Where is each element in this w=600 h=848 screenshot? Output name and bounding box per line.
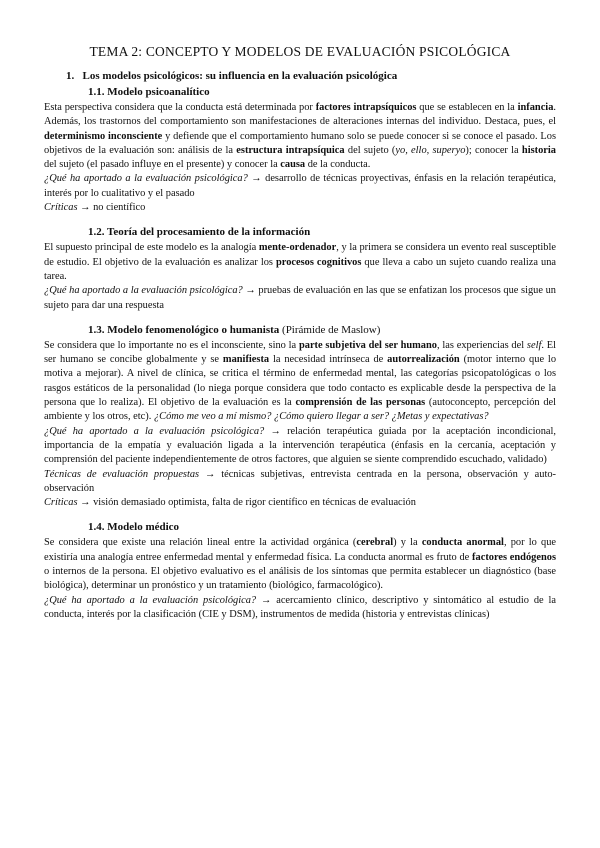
contribution-question: ¿Qué ha aportado a la evaluación psicológica? — [44, 285, 243, 297]
text-run: la necesidad intrínseca de — [269, 354, 388, 366]
bold-term: factores intrapsíquicos — [315, 102, 417, 113]
italic-term: yo, ello, superyo — [395, 144, 466, 156]
bold-term: historia — [521, 144, 556, 156]
criticism-label: Críticas — [44, 497, 78, 509]
text-run: del sujeto ( — [344, 144, 396, 156]
text-run: ); conocer la — [465, 144, 522, 156]
text-run: . El ser humano se concibe globalmente y se — [44, 339, 556, 366]
subsection-1-3-heading — [88, 324, 556, 336]
bold-term: procesos cognitivos — [276, 256, 362, 268]
text-run: El supuesto principal de este modelo es la analogía — [44, 242, 259, 254]
contribution-answer: → acercamiento clínico, descriptivo y sintomático al estudio de la conducta, interés por la clasificación (CIE y DSM), instrumentos de medida (historia y entrevistas clínicas) — [44, 594, 556, 620]
bold-term: determinismo inconsciente — [44, 130, 163, 142]
bold-term: causa — [280, 159, 306, 171]
subsection-1-4-heading: 1.4. Modelo médico — [88, 521, 180, 534]
subsection-1-4-contribution — [44, 594, 556, 623]
bold-term: conducta anormal — [421, 537, 504, 549]
contribution-question: ¿Qué ha aportado a la evaluación psicológica? — [44, 594, 257, 606]
section-1-title: Los modelos psicológicos: su influencia en la evaluación psicológica — [82, 70, 398, 82]
section-1-number: 1. — [66, 70, 75, 82]
subsection-1-1-paragraph — [44, 101, 556, 172]
techniques-label: Técnicas de evaluación propuestas — [44, 468, 200, 480]
text-run: de la conducta. — [305, 159, 371, 171]
subsection-1-4-paragraph — [44, 536, 556, 593]
bold-term: estructura intrapsíquica — [236, 144, 345, 156]
text-run: (autoconcepto, percepción del ambiente y los otros, etc). — [44, 397, 557, 423]
text-run: y defiende que el comportamiento humano solo se puede conocer si se conoce el pasado. Los objetivos de la evaluación son: análisis de la — [44, 130, 557, 156]
contribution-answer: → relación terapéutica guiada por la aceptación incondicional, importancia de la empatía y evaluación ligada a la intervención terapéutica (énfasis en la cercanía, aceptación y comprensión del paciente independientemente de otros factores, que alguien se siente comprendido escuchado, validado) — [44, 425, 556, 466]
subsection-1-2-contribution — [44, 284, 556, 313]
text-run: . Además, los trastornos del comportamiento son manifestaciones de alteraciones internas del individuo. Destaca, pues, el — [44, 102, 556, 128]
text-run: (motor interno que lo motiva a mejorar). A nivel de clínica, se critica el término de enfermedad mental, las categorías psicopatológicas o los rasgos estáticos de la personalidad (lo niega porque considera que todo contacto es explicable desde la perspectiva de la persona que lo realiza). El objetivo de la evaluación es la — [44, 354, 557, 409]
text-run: Esta perspectiva considera que la conducta está determinada por — [44, 102, 316, 113]
subsection-1-3-note: (Pirámide de Maslow) — [279, 323, 381, 336]
text-run: , las experiencias del — [436, 339, 527, 351]
subsection-1-3-techniques — [44, 468, 556, 497]
subsection-1-3-criticism — [44, 496, 556, 510]
bold-term: parte subjetiva del ser humano — [298, 339, 437, 351]
section-1-heading — [66, 70, 556, 82]
criticism-label: Críticas — [44, 202, 78, 214]
italic-term: self — [526, 339, 542, 351]
text-run: que se establecen en la — [416, 102, 518, 113]
text-run: ) y la — [393, 537, 422, 549]
bold-term: mente-ordenador — [258, 242, 337, 254]
techniques-text: → técnicas subjetivas, entrevista centrada en la persona, observación y auto-observación — [44, 468, 557, 494]
bold-term: cerebral — [356, 537, 394, 549]
subsection-1-3-paragraph — [44, 339, 556, 425]
text-run: o internos de la persona. El objetivo evaluativo es el análisis de los síntomas que permita establecer un diagnóstico (base biológica), determinar un pronóstico y un tratamiento (biológico, farmacológico). — [44, 566, 556, 592]
subsection-1-2-paragraph — [44, 241, 556, 284]
bold-term: autorrealización — [387, 354, 460, 366]
bold-term: infancia — [517, 102, 554, 113]
contribution-answer: → pruebas de evaluación en las que se enfatizan los procesos que sigue un sujeto para dar una respuesta — [44, 285, 556, 311]
text-run: Se considera que lo importante no es el inconsciente, sino la — [44, 339, 299, 351]
subsection-1-1-heading: 1.1. Modelo psicoanalítico — [88, 86, 210, 98]
text-run: del sujeto (el pasado influye en el presente) y conocer la — [44, 159, 281, 171]
subsection-1-2-heading: 1.2. Teoría del procesamiento de la información — [88, 226, 311, 239]
criticism-text: → no científico — [77, 202, 146, 214]
subsection-1-3-title: 1.3. Modelo fenomenológico o humanista — [88, 323, 280, 336]
subsection-1-1-contribution — [44, 172, 556, 201]
bold-term: manifiesta — [222, 354, 270, 366]
italic-questions: ¿Cómo me veo a mí mismo? ¿Cómo quiero llegar a ser? ¿Metas y expectativas? — [153, 411, 489, 423]
subsection-1-1-criticism — [44, 201, 556, 215]
bold-term: comprensión de las personas — [295, 397, 426, 409]
criticism-text: → visión demasiado optimista, falta de rigor científico en técnicas de evaluación — [77, 497, 416, 509]
bold-term: factores endógenos — [472, 551, 556, 563]
contribution-question: ¿Qué ha aportado a la evaluación psicológica? — [44, 425, 265, 437]
text-run: , y la primera se considera un evento real susceptible de estudio. El objetivo de la evaluación es analizar los — [44, 242, 557, 268]
text-run: que lleva a cabo un sujeto cuando realiza una tarea. — [44, 256, 556, 282]
text-run: , por lo que existiría una analogía entree enfermedad mental y enfermedad física. La conducta anormal es fruto de — [44, 537, 557, 563]
subsection-1-3-contribution — [44, 425, 556, 468]
text-run: Se considera que existe una relación lineal entre la actividad orgánica ( — [44, 537, 357, 549]
page-title: TEMA 2: CONCEPTO Y MODELOS DE EVALUACIÓN PSICOLÓGICA — [89, 44, 511, 59]
contribution-answer: → desarrollo de técnicas proyectivas, énfasis en la relación terapéutica, interés por lo cualitativo y el pasado — [44, 173, 556, 199]
contribution-question: ¿Qué ha aportado a la evaluación psicológica? — [44, 173, 248, 185]
